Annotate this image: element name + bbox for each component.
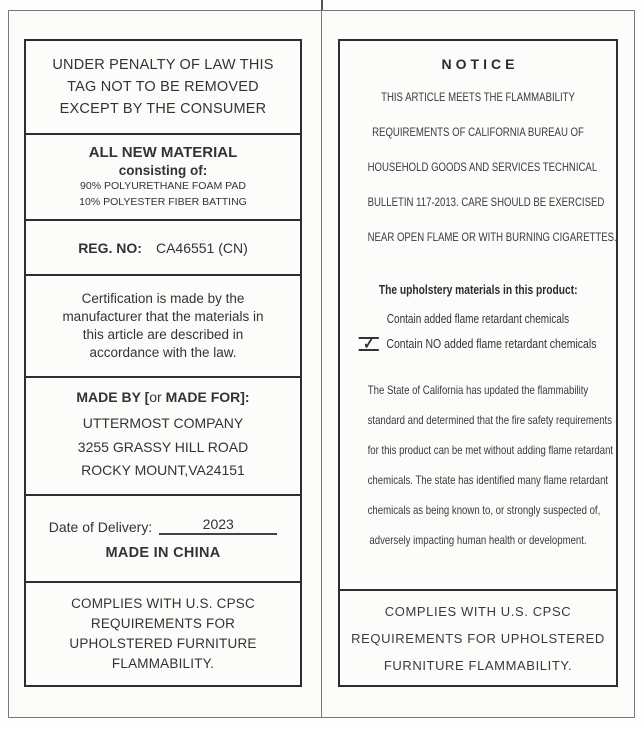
- material-component: 90% POLYURETHANE FOAM PAD: [80, 180, 246, 192]
- notice-line: REQUIREMENTS OF CALIFORNIA BUREAU OF: [372, 125, 584, 139]
- material-component: 10% POLYESTER FIBER BATTING: [79, 196, 247, 208]
- notice-heading: NOTICE: [441, 56, 519, 72]
- law-tag-panel: [8, 10, 322, 718]
- cpsc-compliance-right: [340, 589, 616, 685]
- flammability-statement: [340, 80, 616, 255]
- state-line: standard and determined that the fire safety requirements: [367, 413, 613, 427]
- state-line: chemicals as being known to, or strongly suspected of,: [367, 503, 601, 517]
- material-title: ALL NEW MATERIAL: [88, 144, 238, 161]
- notice-line: BULLETIN 117-2013. CARE SHOULD BE EXERCISED: [367, 195, 605, 209]
- delivery-date-field: [159, 516, 277, 535]
- state-update-statement: [340, 375, 616, 555]
- no-added-chemicals-option: [359, 337, 597, 351]
- reg-number-label: REG. NO:: [78, 239, 142, 256]
- notice-line: HOUSEHOLD GOODS AND SERVICES TECHNICAL: [367, 160, 598, 174]
- cpsc-line: FURNITURE FLAMMABILITY.: [383, 657, 573, 673]
- manufacturer-address-street: 3255 GRASSY HILL ROAD: [77, 438, 249, 455]
- law-tag-box: [24, 39, 302, 687]
- reg-number-section: [26, 219, 300, 274]
- state-line: for this product can be met without adding flame retardant: [367, 443, 614, 457]
- upholstery-materials-heading: The upholstery materials in this product:: [378, 283, 578, 297]
- certification-line: accordance with the law.: [89, 345, 237, 360]
- material-subtitle: consisting of:: [118, 163, 208, 178]
- state-line: adversely impacting human health or development.: [369, 533, 587, 547]
- reg-number-value: CA46551 (CN): [155, 239, 248, 256]
- cpsc-line: FLAMMABILITY.: [111, 656, 215, 671]
- certification-line: Certification is made by the: [81, 291, 245, 306]
- no-added-chemicals-label: Contain NO added flame retardant chemicals: [386, 337, 597, 351]
- delivery-section: [26, 494, 300, 581]
- certification-line: manufacturer that the materials in: [62, 309, 264, 324]
- certification-line: this article are described in: [82, 327, 244, 342]
- cpsc-line: COMPLIES WITH U.S. CPSC: [71, 596, 255, 611]
- cpsc-line: REQUIREMENTS FOR UPHOLSTERED: [351, 630, 605, 646]
- checked-checkbox: [359, 337, 379, 351]
- notice-panel: [321, 10, 635, 718]
- material-section: [26, 133, 300, 219]
- made-by-label: [76, 389, 249, 405]
- manufacturer-address-city: ROCKY MOUNT,VA24151: [81, 462, 245, 479]
- manufacturer-name: UTTERMOST COMPANY: [82, 415, 244, 432]
- made-by-label-part: MADE BY [: [76, 389, 150, 406]
- penalty-line: EXCEPT BY THE CONSUMER: [59, 101, 267, 117]
- notice-content: [340, 41, 616, 589]
- penalty-line: UNDER PENALTY OF LAW THIS: [52, 57, 274, 73]
- cpsc-compliance-left: [26, 581, 300, 685]
- origin-label: MADE IN CHINA: [105, 545, 221, 561]
- delivery-date-row: [49, 516, 277, 535]
- state-line: The State of California has updated the flammability: [367, 383, 589, 397]
- penalty-line: TAG NOT TO BE REMOVED: [67, 79, 259, 95]
- notice-line: NEAR OPEN FLAME OR WITH BURNING CIGARETTES.: [367, 230, 617, 244]
- penalty-statement: [26, 41, 300, 133]
- cpsc-line: REQUIREMENTS FOR: [90, 616, 236, 631]
- notice-box: [338, 39, 618, 687]
- state-line: chemicals. The state has identified many flame retardant: [367, 473, 609, 487]
- cpsc-line: UPHOLSTERED FURNITURE: [69, 636, 257, 651]
- certification-section: [26, 274, 300, 376]
- made-by-section: [26, 376, 300, 494]
- notice-line: THIS ARTICLE MEETS THE FLAMMABILITY: [381, 90, 575, 104]
- check-icon: ✓: [363, 336, 375, 353]
- made-by-label-part: or: [149, 389, 162, 406]
- cpsc-line: COMPLIES WITH U.S. CPSC: [384, 603, 572, 619]
- delivery-date-value: 2023: [202, 516, 234, 532]
- delivery-date-label: Date of Delivery:: [48, 519, 153, 535]
- added-chemicals-option: Contain added flame retardant chemicals: [386, 312, 570, 326]
- made-by-label-part: MADE FOR]:: [161, 389, 250, 406]
